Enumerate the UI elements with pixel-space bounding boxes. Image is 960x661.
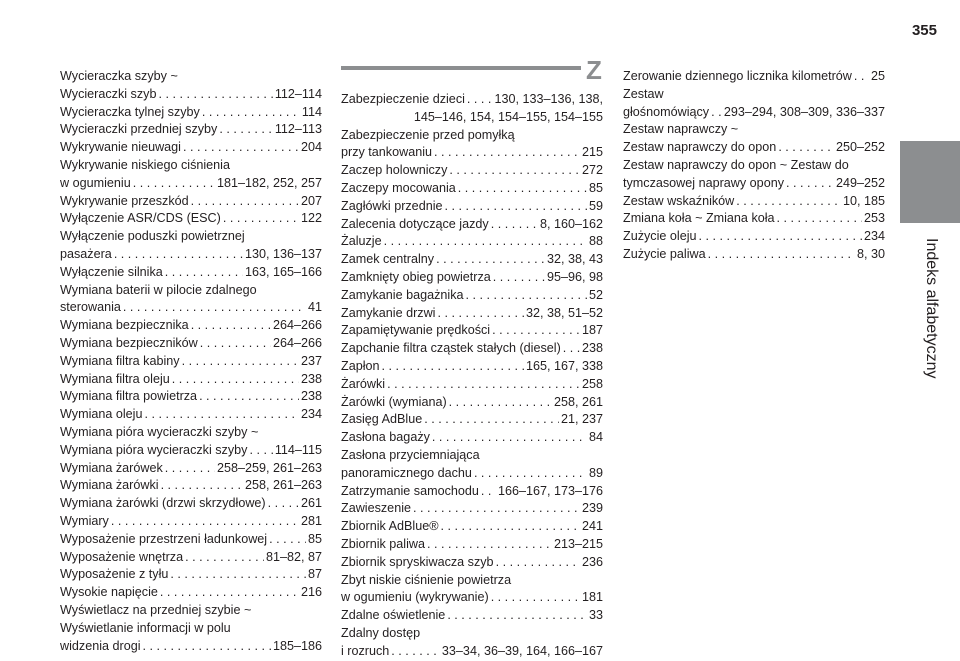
index-entry-term: Wymiana bezpiecznika <box>60 318 189 333</box>
index-entry <box>341 287 603 305</box>
index-entry <box>60 335 322 353</box>
index-entry-term: głośnomówiący <box>623 104 710 119</box>
dot-leader <box>440 518 580 536</box>
index-entry-term: Zamknięty obieg powietrza <box>341 269 491 284</box>
index-heading-line: Wycieraczka szyby ~ <box>60 69 178 83</box>
index-entry-term: Wycieraczki szyb <box>60 86 157 101</box>
dot-leader <box>413 500 580 518</box>
index-entry-pages: 261 <box>300 496 322 511</box>
index-entry <box>60 442 322 460</box>
index-entry-term: Zestaw naprawczy do opon <box>623 140 777 155</box>
index-entry-term: Wyposażenie wnętrza <box>60 549 184 564</box>
index-entry <box>341 233 603 251</box>
dot-leader <box>491 216 538 234</box>
index-entry-term: Wymiana bezpieczników <box>60 335 198 350</box>
index-entry-term: Zalecenia dotyczące jazdy <box>341 216 489 231</box>
index-entry-pages: 87 <box>307 567 322 582</box>
index-entry-pages: 236 <box>581 554 603 569</box>
index-entry-pages: 281 <box>300 513 322 528</box>
index-heading-line: Zasłona przyciemniająca <box>341 447 480 462</box>
index-entry-pages: 81–82, 87 <box>265 549 322 564</box>
index-entry-pages: 181 <box>581 590 603 605</box>
index-entry <box>60 210 322 228</box>
index-entry-term: Zamykanie bagażnika <box>341 287 464 302</box>
index-entry-term: Wymiana żarówki (drzwi skrzydłowe) <box>60 496 266 511</box>
dot-leader <box>144 406 299 424</box>
index-entry-term: Zasłona bagaży <box>341 430 430 445</box>
dot-leader <box>161 477 243 495</box>
index-entry-pages: 258 <box>581 376 603 391</box>
dot-leader <box>474 465 587 483</box>
index-entry <box>623 175 885 193</box>
dot-leader <box>200 335 271 353</box>
index-entry-pages: 238 <box>300 389 322 404</box>
index-entry <box>341 500 603 518</box>
index-entry-pages: 122 <box>300 211 322 226</box>
index-entry-term: Wycieraczka tylnej szyby <box>60 104 200 119</box>
index-entry-term: Zapłon <box>341 358 380 373</box>
index-entry-term: Zawieszenie <box>341 501 411 516</box>
dot-leader <box>424 411 559 429</box>
index-entry <box>341 483 603 501</box>
index-entry <box>60 246 322 264</box>
index-entry-term: Zapchanie filtra cząstek stałych (diesel) <box>341 341 561 356</box>
dot-leader <box>123 299 306 317</box>
index-entry-term: Zbiornik AdBlue® <box>341 519 439 534</box>
dot-leader <box>854 68 869 86</box>
index-heading-line: Zabezpieczenie przed pomyłką <box>341 127 515 142</box>
index-entry <box>341 394 603 412</box>
dot-leader <box>481 483 496 501</box>
index-entry-pages: 250–252 <box>835 140 885 155</box>
index-entry <box>341 91 603 109</box>
index-entry <box>60 317 322 335</box>
dot-leader <box>268 495 299 513</box>
dot-leader <box>165 460 215 478</box>
dot-leader <box>427 536 552 554</box>
index-entry <box>623 228 885 246</box>
dot-leader <box>111 513 299 531</box>
dot-leader <box>133 175 215 193</box>
index-entry-pages: 249–252 <box>835 175 885 190</box>
index-heading-line: Wymiana baterii w pilocie zdalnego <box>60 282 257 297</box>
index-entry-pages: 272 <box>581 163 603 178</box>
index-entry-term: Żarówki (wymiana) <box>341 394 447 409</box>
index-entry-pages: 258–259, 261–263 <box>216 460 322 475</box>
index-entry-term: Zbiornik spryskiwacza szyb <box>341 554 494 569</box>
index-entry-pages: 25 <box>870 69 885 83</box>
index-entry <box>341 144 603 162</box>
index-entry <box>60 638 322 656</box>
index-entry-pages: 8, 30 <box>856 246 885 261</box>
dot-leader <box>269 531 306 549</box>
dot-leader <box>699 228 862 246</box>
index-entry <box>623 139 885 157</box>
dot-leader <box>437 305 523 323</box>
index-entry-term: Wymiary <box>60 513 109 528</box>
index-entry <box>60 104 322 122</box>
dot-leader <box>182 353 299 371</box>
dot-leader <box>183 139 299 157</box>
index-entry-term: Wymiana filtra kabiny <box>60 353 180 368</box>
index-entry <box>60 264 322 282</box>
dot-leader <box>219 121 272 139</box>
index-entry-term: Zatrzymanie samochodu <box>341 483 479 498</box>
dot-leader <box>449 394 552 412</box>
index-entry-pages: 253 <box>863 211 885 226</box>
index-entry <box>341 198 603 216</box>
dot-leader <box>191 317 271 335</box>
index-heading-line: Wyświetlacz na przedniej szybie ~ <box>60 602 252 617</box>
index-heading-line: Zbyt niskie ciśnienie powietrza <box>341 572 512 587</box>
dot-leader <box>496 554 580 572</box>
index-entry <box>60 388 322 406</box>
index-entry-pages: 130, 133–136, 138, <box>494 92 603 106</box>
index-entry-pages: 234 <box>300 407 322 422</box>
index-entry <box>341 589 603 607</box>
index-entry <box>341 518 603 536</box>
dot-leader <box>467 91 493 109</box>
index-entry <box>341 429 603 447</box>
dot-leader <box>199 388 299 406</box>
index-entry <box>623 193 885 211</box>
dot-leader <box>143 638 271 656</box>
dot-leader <box>160 584 299 602</box>
index-entry-term: Zamykanie drzwi <box>341 305 436 320</box>
index-entry-pages: 258, 261 <box>553 394 603 409</box>
index-entry-term: Wymiana żarówki <box>60 478 159 493</box>
index-column-1 <box>60 68 322 655</box>
index-heading-line: Wyświetlanie informacji w polu <box>60 620 231 635</box>
index-entry-pages: 8, 160–162 <box>539 216 603 231</box>
index-entry-pages: 112–114 <box>274 86 322 101</box>
index-column-3 <box>623 68 885 264</box>
index-entry-term: Wymiana żarówek <box>60 460 163 475</box>
index-entry-pages: 112–113 <box>274 122 322 137</box>
index-entry-term: widzenia drogi <box>60 638 141 653</box>
index-entry-term: Zużycie oleju <box>623 229 697 244</box>
index-entry <box>341 269 603 287</box>
index-entry-term: w ogumieniu <box>60 175 131 190</box>
page-number: 355 <box>911 22 937 39</box>
index-entry <box>60 460 322 478</box>
index-entry-pages: 130, 136–137 <box>244 246 322 261</box>
index-entry-continuation: 145–146, 154, 154–155, 154–155 <box>413 109 603 124</box>
section-tab <box>900 141 960 223</box>
dot-leader <box>711 104 722 122</box>
index-entry-pages: 10, 185 <box>842 193 885 208</box>
index-entry-term: pasażera <box>60 246 112 261</box>
index-entry-term: Wymiana filtra oleju <box>60 371 170 386</box>
index-entry-pages: 85 <box>588 180 603 195</box>
section-tab-label: Indeks alfabetyczny <box>923 238 940 379</box>
dot-leader <box>449 162 580 180</box>
index-entry-term: sterowania <box>60 300 121 315</box>
index-entry-pages: 33 <box>588 608 603 623</box>
index-entry-term: Wymiana oleju <box>60 407 143 422</box>
index-entry-pages: 204 <box>300 140 322 155</box>
dot-leader <box>172 371 299 389</box>
index-entry-term: Zapamiętywanie prędkości <box>341 323 491 338</box>
index-entry-term: Zaczepy mocowania <box>341 180 456 195</box>
dot-leader <box>170 566 306 584</box>
index-entry <box>341 607 603 625</box>
index-entry-term: Wyposażenie z tyłu <box>60 567 169 582</box>
letter-divider <box>341 66 581 70</box>
index-entry-pages: 234 <box>863 229 885 244</box>
index-entry-pages: 166–167, 173–176 <box>497 483 603 498</box>
index-entry <box>341 554 603 572</box>
index-entry-pages: 59 <box>588 198 603 213</box>
index-entry <box>341 643 603 661</box>
index-entry-term: przy tankowaniu <box>341 145 433 160</box>
index-entry-pages: 21, 237 <box>560 412 603 427</box>
index-entry-term: tymczasowej naprawy opony <box>623 175 784 190</box>
dot-leader <box>786 175 834 193</box>
dot-leader <box>249 442 272 460</box>
index-entry <box>60 566 322 584</box>
index-entry-pages: 84 <box>588 430 603 445</box>
index-entry <box>60 353 322 371</box>
index-entry-term: panoramicznego dachu <box>341 465 472 480</box>
dot-leader <box>736 193 841 211</box>
index-entry-term: Zbiornik paliwa <box>341 536 425 551</box>
index-entry-pages: 114–115 <box>274 442 322 457</box>
index-entry-pages: 41 <box>307 300 322 315</box>
dot-leader <box>458 180 587 198</box>
index-entry-pages: 88 <box>588 234 603 249</box>
index-entry <box>623 104 885 122</box>
index-entry-term: Wyłączenie silnika <box>60 264 163 279</box>
index-entry <box>60 86 322 104</box>
index-entry-term: w ogumieniu (wykrywanie) <box>341 590 489 605</box>
index-entry <box>60 584 322 602</box>
index-heading-line: Zestaw naprawczy ~ <box>623 122 739 137</box>
index-entry-term: Zmiana koła ~ Zmiana koła <box>623 211 775 226</box>
index-entry <box>60 477 322 495</box>
index-entry-pages: 239 <box>581 501 603 516</box>
index-entry <box>341 465 603 483</box>
index-entry-pages: 85 <box>307 531 322 546</box>
index-entry <box>341 322 603 340</box>
index-entry-term: Wysokie napięcie <box>60 585 158 600</box>
index-entry-pages: 237 <box>300 353 322 368</box>
index-heading-line: Zestaw <box>623 86 664 101</box>
index-entry-term: Wycieraczki przedniej szyby <box>60 122 218 137</box>
index-entry <box>341 340 603 358</box>
dot-leader <box>708 246 855 264</box>
index-entry-term: Żaluzje <box>341 234 382 249</box>
index-entry-pages: 32, 38, 51–52 <box>525 305 603 320</box>
dot-leader <box>202 104 300 122</box>
index-entry-pages: 258, 261–263 <box>244 478 322 493</box>
dot-leader <box>492 322 580 340</box>
dot-leader <box>434 144 580 162</box>
index-entry-pages: 238 <box>300 371 322 386</box>
index-entry-pages: 187 <box>581 323 603 338</box>
index-entry-pages: 95–96, 98 <box>546 269 603 284</box>
index-entry-pages: 207 <box>300 193 322 208</box>
index-heading-line: Wyłączenie poduszki powietrznej <box>60 229 245 244</box>
index-entry-pages: 215 <box>581 145 603 160</box>
dot-leader <box>384 233 587 251</box>
index-entry-pages: 33–34, 36–39, 164, 166–167 <box>441 643 603 658</box>
index-entry <box>341 180 603 198</box>
index-entry-pages: 213–215 <box>553 536 603 551</box>
dot-leader <box>185 549 264 567</box>
index-entry-pages: 89 <box>588 465 603 480</box>
index-entry-term: Wykrywanie przeszkód <box>60 193 189 208</box>
index-entry-term: Zerowanie dziennego licznika kilometrów <box>623 69 852 83</box>
index-entry-term: i rozruch <box>341 643 390 658</box>
index-entry-term: Wyposażenie przestrzeni ładunkowej <box>60 531 268 546</box>
index-entry-pages: 238 <box>581 341 603 356</box>
index-entry <box>60 193 322 211</box>
index-entry <box>341 411 603 429</box>
dot-leader <box>777 210 862 228</box>
index-entry-pages: 241 <box>581 519 603 534</box>
index-entry <box>60 549 322 567</box>
index-heading-line: Wymiana pióra wycieraczki szyby ~ <box>60 424 259 439</box>
index-entry <box>623 210 885 228</box>
dot-leader <box>466 287 587 305</box>
index-entry-term: Zagłówki przednie <box>341 198 443 213</box>
index-entry <box>341 251 603 269</box>
index-entry <box>60 531 322 549</box>
index-entry <box>341 216 603 234</box>
dot-leader <box>447 607 587 625</box>
index-entry-term: Zdalne oświetlenie <box>341 608 446 623</box>
index-entry-term: Wyłączenie ASR/CDS (ESC) <box>60 211 221 226</box>
index-entry <box>623 246 885 264</box>
dot-leader <box>387 376 580 394</box>
dot-leader <box>432 429 587 447</box>
dot-leader <box>778 139 834 157</box>
index-entry-term: Wymiana filtra powietrza <box>60 389 198 404</box>
index-entry-pages: 181–182, 252, 257 <box>216 175 322 190</box>
dot-leader <box>165 264 243 282</box>
index-entry-term: Zamek centralny <box>341 252 435 267</box>
index-entry-term: Zużycie paliwa <box>623 246 706 261</box>
index-entry <box>60 139 322 157</box>
index-column-2 <box>341 91 603 661</box>
dot-leader <box>436 251 545 269</box>
index-entry-pages: 52 <box>588 287 603 302</box>
section-letter: Z <box>586 55 602 85</box>
index-entry-pages: 264–266 <box>272 318 322 333</box>
index-entry <box>60 299 322 317</box>
index-entry-pages: 165, 167, 338 <box>525 358 603 373</box>
index-entry-pages: 185–186 <box>272 638 322 653</box>
dot-leader <box>191 193 299 211</box>
index-entry <box>341 376 603 394</box>
dot-leader <box>391 643 440 661</box>
dot-leader <box>491 589 580 607</box>
index-entry-term: Zabezpieczenie dzieci <box>341 92 465 106</box>
index-entry <box>341 358 603 376</box>
index-entry-term: Zasięg AdBlue <box>341 412 423 427</box>
index-heading-line: Zdalny dostęp <box>341 625 421 640</box>
index-entry-term: Zaczep holowniczy <box>341 163 448 178</box>
index-entry-pages: 293–294, 308–309, 336–337 <box>723 104 885 119</box>
index-entry <box>341 305 603 323</box>
index-entry <box>60 371 322 389</box>
index-entry-pages: 163, 165–166 <box>244 264 322 279</box>
index-entry-term: Wykrywanie nieuwagi <box>60 140 181 155</box>
index-entry-term: Żarówki <box>341 376 386 391</box>
dot-leader <box>382 358 524 376</box>
index-entry-pages: 32, 38, 43 <box>546 252 603 267</box>
dot-leader <box>445 198 587 216</box>
index-entry <box>341 162 603 180</box>
index-entry-pages: 114 <box>301 104 322 119</box>
index-entry <box>623 68 885 86</box>
index-heading-line: Zestaw naprawczy do opon ~ Zestaw do <box>623 157 849 172</box>
index-entry-term: Wymiana pióra wycieraczki szyby <box>60 442 248 457</box>
dot-leader <box>563 340 580 358</box>
index-entry <box>60 175 322 193</box>
dot-leader <box>158 86 272 104</box>
index-heading-line: Wykrywanie niskiego ciśnienia <box>60 157 230 172</box>
index-entry-pages: 216 <box>300 585 322 600</box>
index-entry <box>60 406 322 424</box>
dot-leader <box>223 210 299 228</box>
dot-leader <box>493 269 545 287</box>
index-entry <box>60 513 322 531</box>
index-entry-pages: 264–266 <box>272 335 322 350</box>
index-entry <box>341 536 603 554</box>
index-entry <box>60 495 322 513</box>
index-entry-term: Zestaw wskaźników <box>623 193 735 208</box>
dot-leader <box>114 246 243 264</box>
index-entry <box>60 121 322 139</box>
